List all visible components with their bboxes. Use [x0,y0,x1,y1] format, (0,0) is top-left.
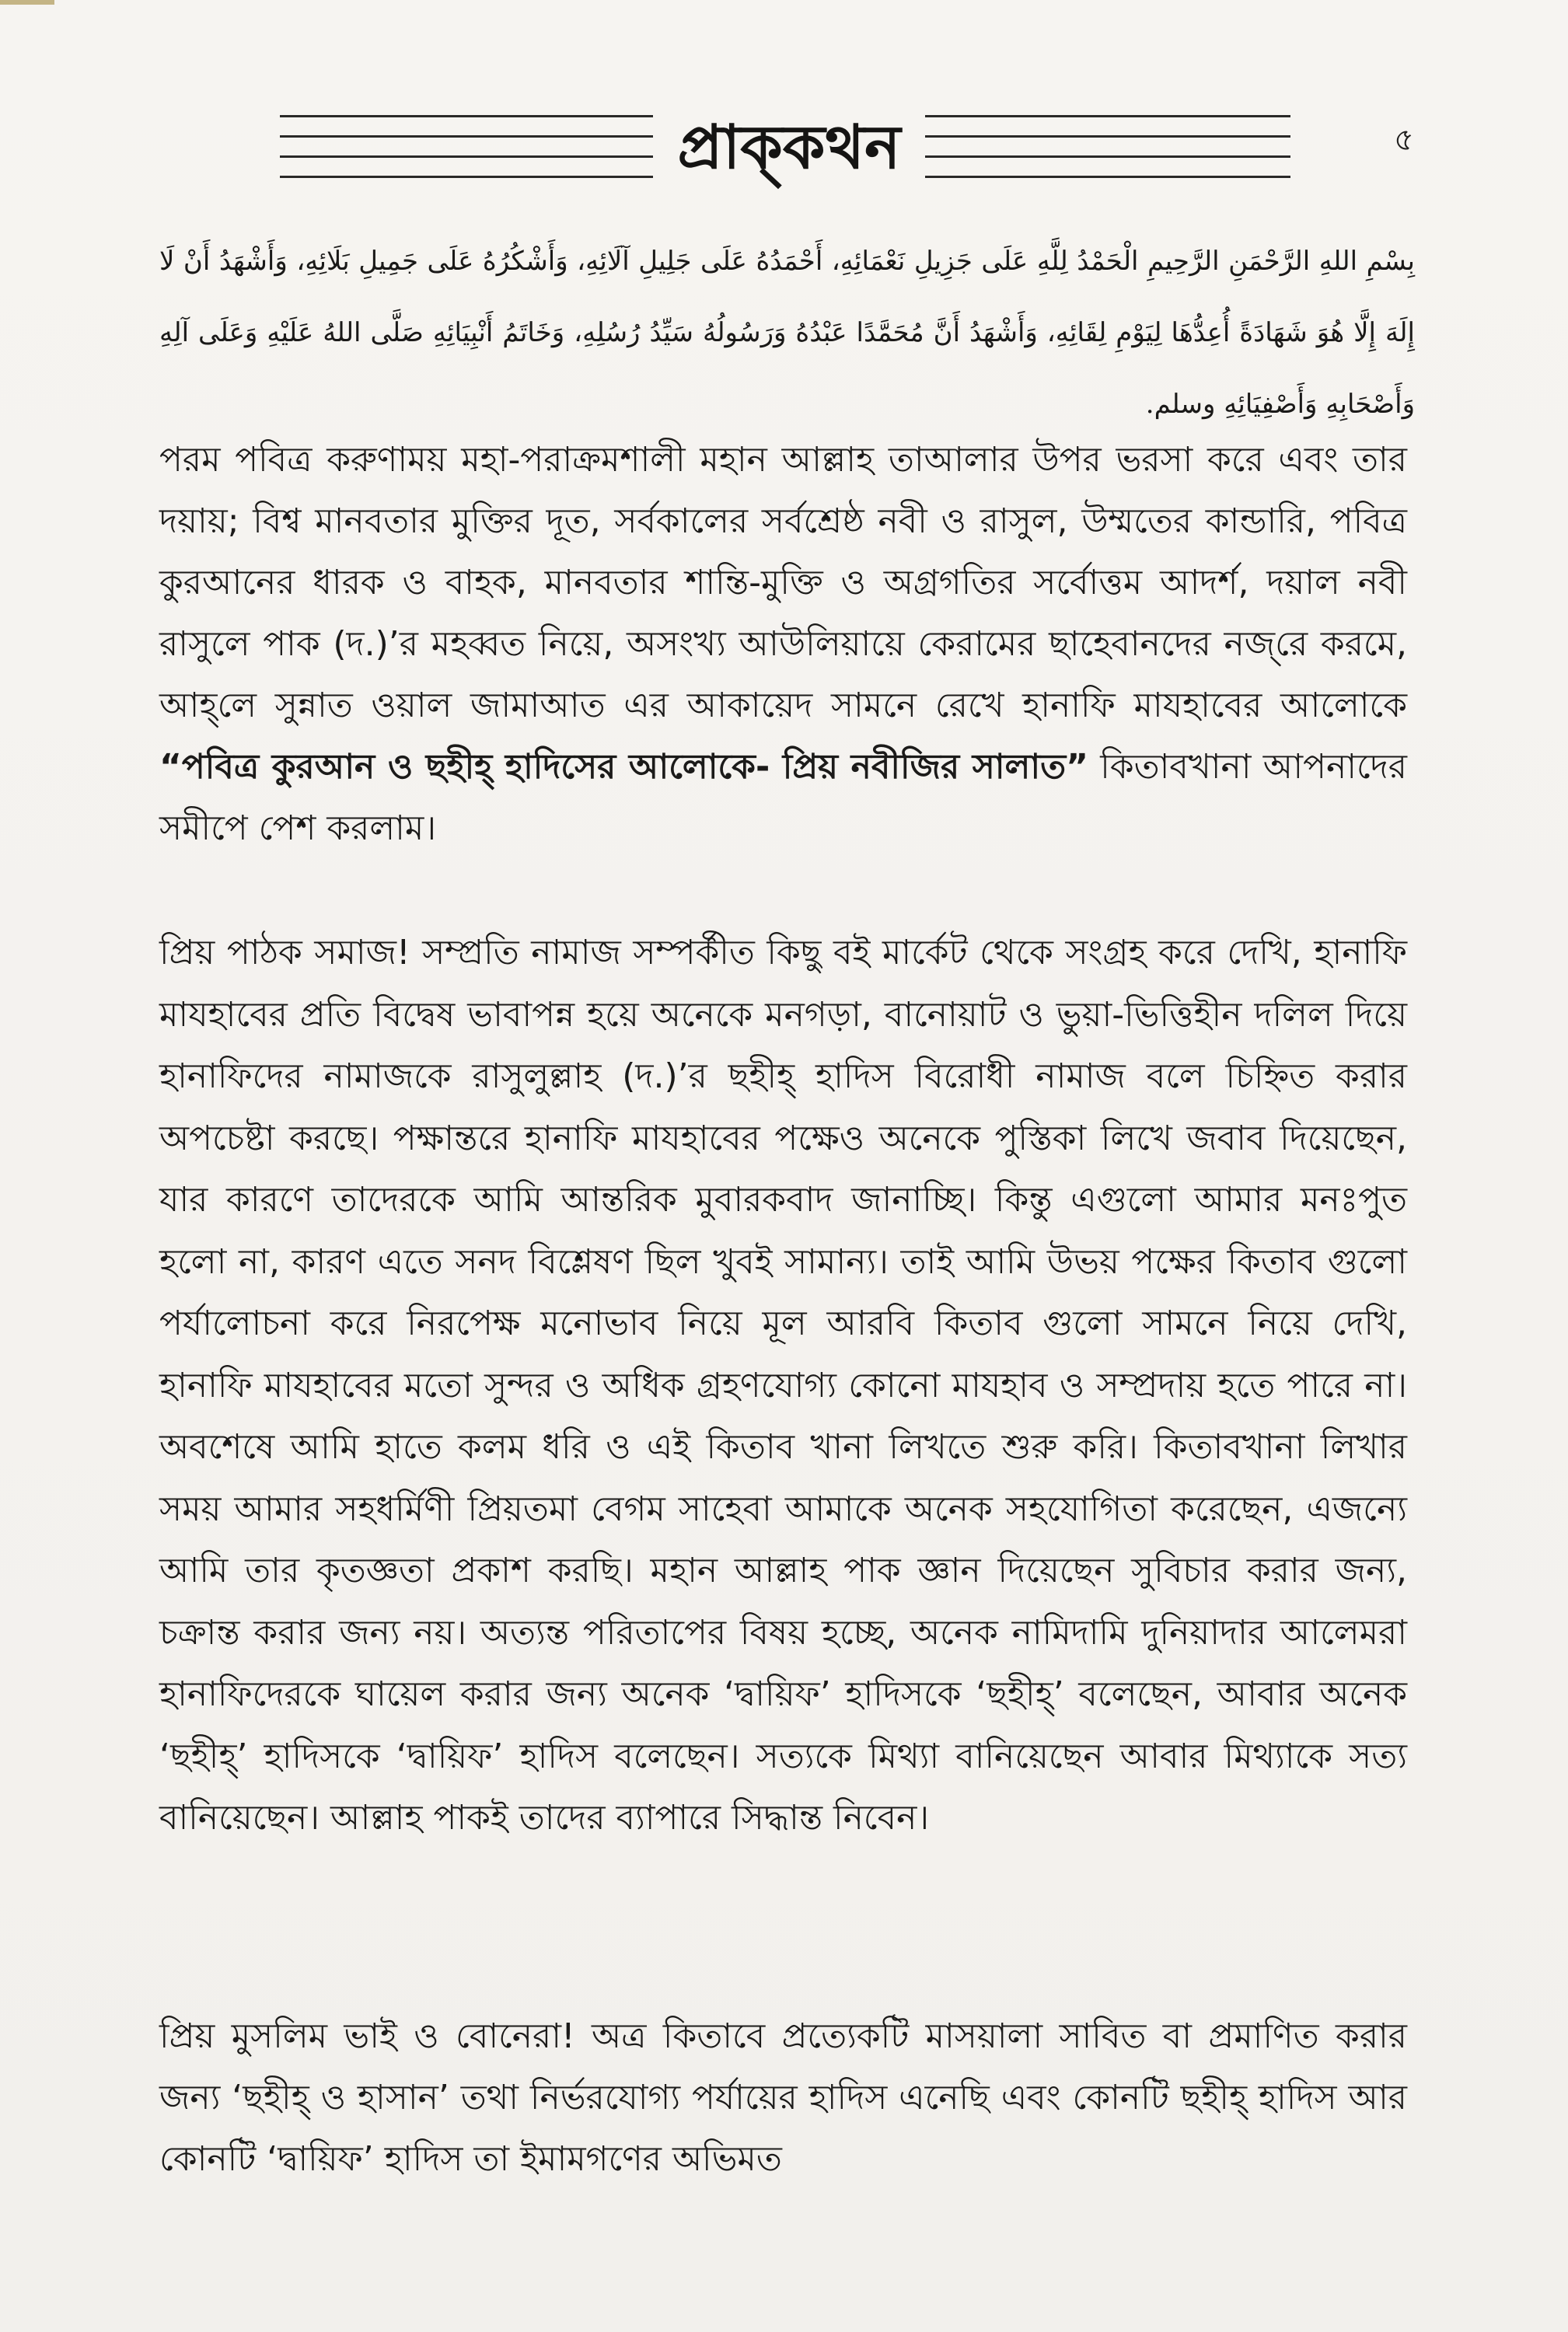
paragraph-3: প্রিয় মুসলিম ভাই ও বোনেরা! অত্র কিতাবে প্রত্যেকটি মাসয়ালা সাবিত বা প্রমাণিত করার জন্য ‘ছহীহ্‌ ও হাসান’ তথা নির্ভরযোগ্য পর্যায়ের হাদিস এনেছি এবং কোনটি ছহীহ্‌ হাদিস আর কোনটি ‘দ্বায়িফ’ হাদিস তা ইমামগণের অভিমত [159,2016,1407,2179]
chapter-header [280,109,1290,187]
header-rule-left-2 [280,135,653,138]
paragraph-2: প্রিয় পাঠক সমাজ! সম্প্রতি নামাজ সম্পর্কীত কিছু বই মার্কেট থেকে সংগ্রহ করে দেখি, হানাফি মাযহাবের প্রতি বিদ্বেষ ভাবাপন্ন হয়ে অনেকে মনগড়া, বানোয়াট ও ভুয়া-ভিত্তিহীন দলিল দিয়ে হানাফিদের নামাজকে রাসুলুল্লাহ (দ.)’র ছহীহ্‌ হাদিস বিরোধী নামাজ বলে চিহ্নিত করার অপচেষ্টা করছে। পক্ষান্তরে হানাফি মাযহাবের পক্ষেও অনেকে পুস্তিকা লিখে জবাব দিয়েছেন, যার কারণে তাদেরকে আমি আন্তরিক মুবারকবাদ জানাচ্ছি। কিন্তু এগুলো আমার মনঃপুত হলো না, কারণ এতে সনদ বিশ্লেষণ ছিল খুবই সামান্য। তাই আমি উভয় পক্ষের কিতাব গুলো পর্যালোচনা করে নিরপেক্ষ মনোভাব নিয়ে মূল আরবি কিতাব গুলো সামনে নিয়ে দেখি, হানাফি মাযহাবের মতো সুন্দর ও অধিক গ্রহণযোগ্য কোনো মাযহাব ও সম্প্রদায় হতে পারে না। অবশেষে আমি হাতে কলম ধরি ও এই কিতাব খানা লিখতে শুরু করি। কিতাবখানা লিখার সময় আমার সহধর্মিণী প্রিয়তমা বেগম সাহেবা আমাকে অনেক সহযোগিতা করেছেন, এজন্যে আমি তার কৃতজ্ঞতা প্রকাশ করছি। মহান আল্লাহ পাক জ্ঞান দিয়েছেন সুবিচার করার জন্য, চক্রান্ত করার জন্য নয়। অত্যন্ত পরিতাপের বিষয় হচ্ছে, অনেক নামিদামি দুনিয়াদার আলেমরা হানাফিদেরকে ঘায়েল করার জন্য অনেক ‘দ্বায়িফ’ হাদিসকে ‘ছহীহ্‌’ বলেছেন, আবার অনেক ‘ছহীহ্‌’ হাদিসকে ‘দ্বায়িফ’ হাদিস বলেছেন। সত্যকে মিথ্যা বানিয়েছেন আবার মিথ্যাকে সত্য বানিয়েছেন। আল্লাহ পাকই তাদের ব্যাপারে সিদ্ধান্ত নিবেন। [159,933,1407,1838]
page-number: ৫ [1394,122,1414,158]
paragraph-1-text: পরম পবিত্র করুণাময় মহা-পরাক্রমশালী মহান আল্লাহ তাআলার উপর ভরসা করে এবং তার দয়ায়; বিশ্ব মানবতার মুক্তির দূত, সর্বকালের সর্বশ্রেষ্ঠ নবী ও রাসুল, উম্মতের কান্ডারি, পবিত্র কুরআনের ধারক ও বাহক, মানবতার শান্তি-মুক্তি ও অগ্রগতির সর্বোত্তম আদর্শ, দয়াল নবী রাসুলে পাক (দ.)’র মহব্বত নিয়ে, অসংখ্য আউলিয়ায়ে কেরামের ছাহেবানদের নজ্‌রে করমে, আহ্‌লে সুন্নাত ওয়াল জামাআত এর আকায়েদ সামনে রেখে হানাফি মাযহাবের আলোকে [159,440,1407,725]
paragraph-1-tail: কিতাবখানা আপনাদের সমীপে পেশ করলাম। [159,747,1407,848]
header-rule-left-3 [280,155,653,158]
header-rule-right-4 [925,176,1290,178]
header-rule-left-1 [280,115,653,117]
header-rule-right-1 [925,115,1290,117]
page-corner-mark [0,0,54,5]
paragraph-1 [159,429,1407,859]
header-rule-right-2 [925,135,1290,138]
header-rule-right-3 [925,155,1290,158]
book-title-quote: “পবিত্র কুরআন ও ছহীহ্‌ হাদিসের আলোকে- প্রিয় নবীজির সালাত” [159,747,1089,787]
chapter-title: প্রাক্‌কথন [677,113,901,183]
arabic-invocation: بِسْمِ اللهِ الرَّحْمَنِ الرَّحِيمِ الْحَمْدُ لِلَّهِ عَلَى جَزِيلِ نَعْمَائِهِ، أَحْمَدُهُ عَلَى جَلِيلِ آلَائِهِ، وَأَشْكُرُهُ عَلَى جَمِيلِ بَلَائِهِ، وَأَشْهَدُ أَنْ لَا إِلَهَ إِلَّا هُوَ شَهَادَةً أُعِدُّهَا لِيَوْمِ لِقَائِهِ، وَأَشْهَدُ أَنَّ مُحَمَّدًا عَبْدُهُ وَرَسُولُهُ سَيِّدُ رُسُلِهِ، وَخَاتَمُ أَنْبِيَائِهِ صَلَّى اللهُ عَلَيْهِ وَعَلَى آلِهِ وَأَصْحَابِهِ وَأَصْفِيَائِهِ وسلم. [159,246,1415,420]
header-rule-left-4 [280,176,653,178]
